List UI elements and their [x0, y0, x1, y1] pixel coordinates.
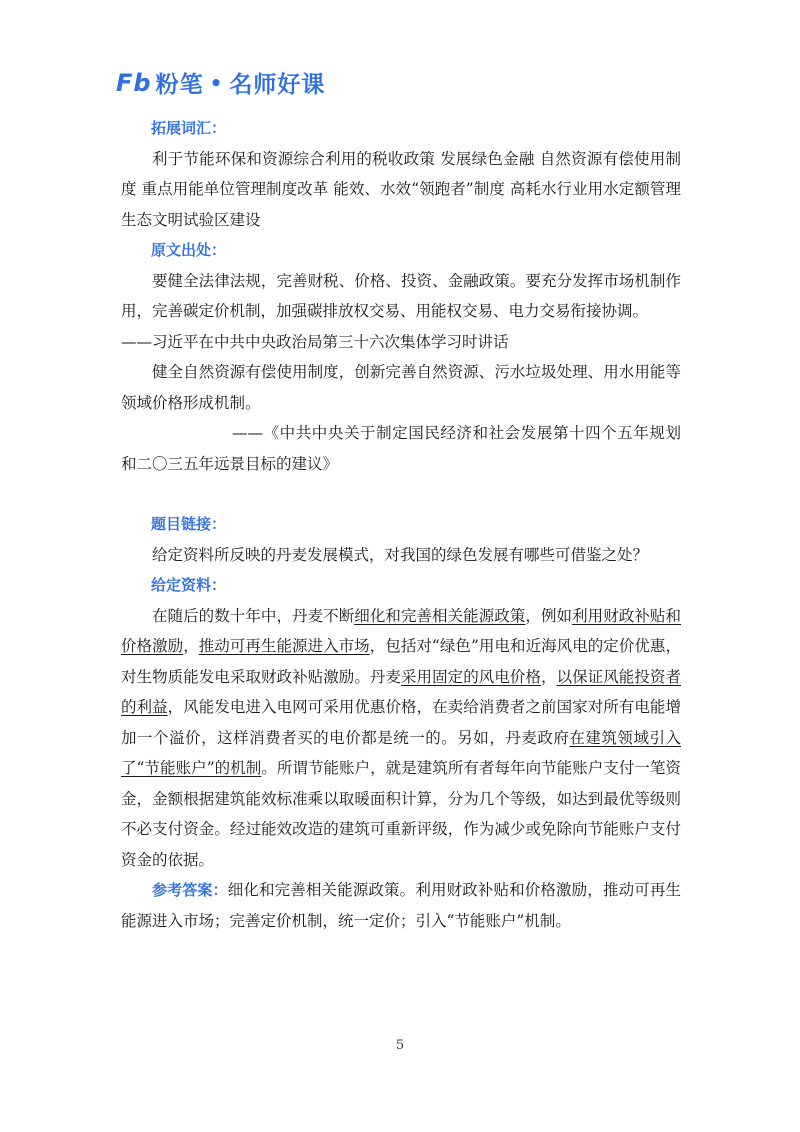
material-text: ，风能发电进入电网可采用优惠价格，在卖给消费者之前国家对所有电能增加一个溢价，这样消费者买的电价都是统一的。另如，丹麦政府 — [121, 698, 681, 747]
source-paragraph-1: 要健全法律法规，完善财税、价格、投资、金融政策。要充分发挥市场机制作用，完善碳定价机制，加强碳排放权交易、用能权交易、电力交易衔接协调。 — [121, 271, 681, 320]
vocab-section-heading — [121, 113, 681, 144]
source-paragraph-2: 健全自然资源有偿使用制度，创新完善自然资源、污水垃圾处理、用水用能等领域价格形成机制。 — [121, 363, 681, 412]
question-section-heading — [121, 509, 681, 540]
answer-paragraph — [121, 875, 681, 936]
source-attribution-1: ——习近平在中共中央政治局第三十六次集体学习时讲话 — [121, 332, 509, 351]
material-text: ，例如 — [525, 606, 573, 625]
question-text: 给定资料所反映的丹麦发展模式，对我国的绿色发展有哪些可借鉴之处？ — [152, 545, 649, 564]
document-body — [121, 113, 681, 936]
question-label: 题目链接： — [151, 515, 227, 533]
answer-label: 参考答案： — [152, 881, 228, 899]
underlined-phrase: 在建筑领域引入了“节能账户”的机制 — [121, 728, 681, 777]
underlined-phrase: 利用财政补贴和价格激励 — [121, 606, 681, 655]
material-paragraph — [121, 601, 681, 876]
underlined-phrase: 细化和完善相关能源政策 — [354, 606, 526, 625]
fenbi-logo-icon: Fb — [116, 68, 152, 97]
source-label: 原文出处： — [151, 241, 227, 259]
material-section-heading — [121, 570, 681, 601]
logo-brand-name: 粉笔 — [155, 72, 204, 98]
underlined-phrase: 以保证风能投资者的利益 — [121, 667, 681, 716]
material-text: ，包括对“绿色”用电和近海风电的定价优惠，对生物质能发电采取财政补贴激励。丹麦 — [121, 637, 681, 686]
page-number: 5 — [395, 1038, 405, 1053]
answer-text: 细化和完善相关能源政策。利用财政补贴和价格激励，推动可再生能源进入市场；完善定价机制，统一定价；引入“节能账户”机制。 — [121, 881, 681, 930]
vocab-label: 拓展词汇： — [151, 119, 227, 137]
vocab-text: 利于节能环保和资源综合利用的税收政策 发展绿色金融 自然资源有偿使用制度 重点用能单位管理制度改革 能效、水效“领跑者”制度 高耗水行业用水定额管理 生态文明试验区建设 — [121, 149, 681, 229]
material-text: ， — [183, 637, 199, 655]
underlined-phrase: 采用固定的风电价格 — [401, 667, 541, 686]
source-section-heading — [121, 235, 681, 266]
material-text: 。所谓节能账户，就是建筑所有者每年向节能账户支付一笔资金，金额根据建筑能效标准乘以取暖面积计算，分为几个等级，如达到最优等级则不必支付资金。经过能效改造的建筑可重新评级，作为减少或免除向节能账户支付资金的依据。 — [121, 759, 681, 869]
underlined-phrase: 推动可再生能源进入市场 — [198, 637, 370, 655]
material-text: 在随后的数十年中，丹麦不断 — [152, 606, 355, 625]
section-gap — [121, 479, 681, 509]
logo-separator: • — [209, 70, 224, 95]
logo-slogan: 名师好课 — [229, 72, 326, 98]
material-label: 给定资料： — [151, 576, 227, 594]
material-text: ， — [541, 667, 557, 686]
source-attribution-2: ——《中共中央关于制定国民经济和社会发展第十四个五年规划和二〇三五年远景目标的建议》 — [121, 424, 681, 473]
brand-logo — [116, 66, 325, 99]
